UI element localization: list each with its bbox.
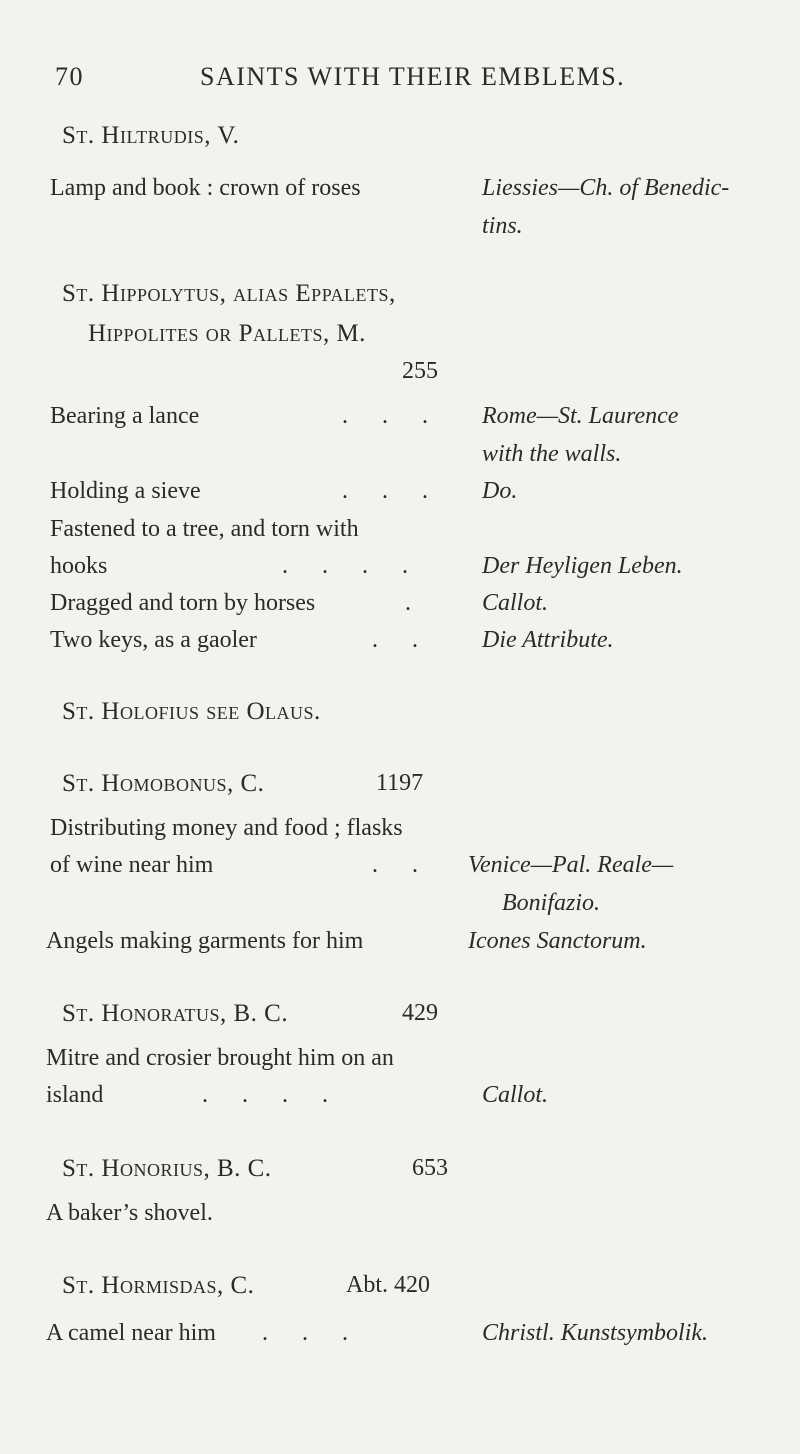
- running-title: SAINTS WITH THEIR EMBLEMS.: [200, 62, 626, 91]
- page-number: 70: [55, 62, 84, 91]
- source-text: Callot.: [482, 590, 549, 616]
- source-text: Callot.: [482, 1082, 549, 1108]
- saint-name: Hippolites or Pallets, M.: [88, 320, 366, 347]
- emblem-text: Distributing money and food ; flasks: [50, 815, 403, 841]
- leader-dots: . .: [372, 852, 432, 878]
- saint-name: St. Hippolytus, alias Eppalets,: [62, 280, 396, 307]
- emblem-text: Dragged and torn by horses: [50, 590, 316, 616]
- leader-dots: .: [405, 590, 411, 616]
- saint-date: Abt. 420: [346, 1272, 430, 1298]
- emblem-text: A camel near him: [46, 1320, 216, 1346]
- saint-name: St. Homobonus, C.: [62, 770, 265, 797]
- source-text: Christl. Kunstsymbolik.: [482, 1320, 709, 1346]
- leader-dots: . . . .: [282, 553, 422, 579]
- source-text: Venice—Pal. Reale—: [468, 852, 674, 878]
- source-text: Do.: [482, 478, 518, 504]
- emblem-text: Mitre and crosier brought him on an: [46, 1045, 394, 1071]
- saint-name: St. Hormisdas, C.: [62, 1272, 255, 1299]
- saint-date: 653: [412, 1155, 448, 1181]
- emblem-text: Fastened to a tree, and torn with: [50, 516, 359, 542]
- leader-dots: . . .: [262, 1320, 362, 1346]
- saint-name: St. Hiltrudis, V.: [62, 122, 240, 149]
- saint-name: St. Holofius see Olaus.: [62, 698, 321, 725]
- saint-name: St. Honorius, B. C.: [62, 1155, 272, 1182]
- emblem-text: Angels making garments for him: [46, 928, 364, 954]
- leader-dots: . . .: [342, 478, 442, 504]
- leader-dots: . . . .: [202, 1082, 342, 1108]
- source-text: with the walls.: [482, 441, 622, 467]
- emblem-text: Two keys, as a gaoler: [50, 627, 257, 653]
- emblem-text: hooks: [50, 553, 108, 579]
- emblem-text: A baker’s shovel.: [46, 1200, 213, 1226]
- source-text: tins.: [482, 213, 523, 239]
- saint-date: 429: [402, 1000, 438, 1026]
- source-text: Icones Sanctorum.: [468, 928, 647, 954]
- emblem-text: Bearing a lance: [50, 403, 200, 429]
- leader-dots: . . .: [342, 403, 442, 429]
- saint-date: 255: [402, 358, 438, 384]
- emblem-text: Holding a sieve: [50, 478, 201, 504]
- saint-date: 1197: [376, 770, 424, 796]
- source-text: Die Attribute.: [482, 627, 614, 653]
- emblem-text: island: [46, 1082, 104, 1108]
- source-text: Liessies—Ch. of Benedic-: [482, 175, 730, 201]
- saint-name: St. Honoratus, B. C.: [62, 1000, 289, 1027]
- emblem-text: Lamp and book : crown of roses: [50, 175, 361, 201]
- emblem-text: of wine near him: [50, 852, 214, 878]
- source-text: Rome—St. Laurence: [482, 403, 679, 429]
- leader-dots: . .: [372, 627, 432, 653]
- source-text: Bonifazio.: [502, 890, 601, 916]
- source-text: Der Heyligen Leben.: [482, 553, 683, 579]
